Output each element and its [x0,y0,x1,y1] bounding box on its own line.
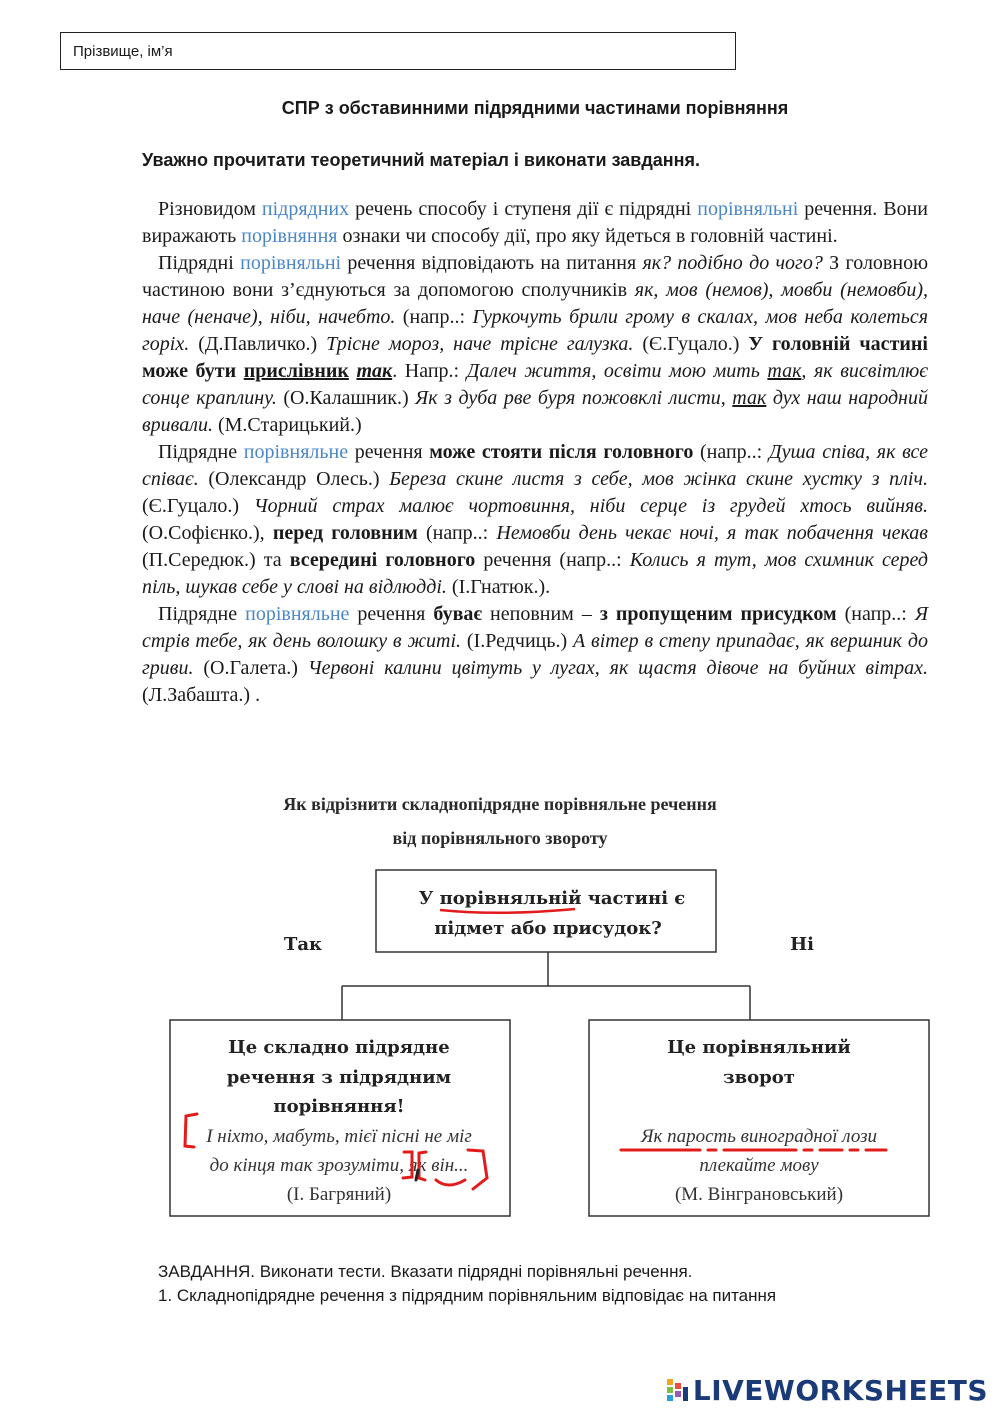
left-box-line-1: Це складно підрядне [228,1037,450,1058]
brand-logo[interactable] [667,1374,988,1407]
theory-paragraph-1: Різновидом підрядних речень способу і ступеня дії є підрядні порівняльні речення. Вони виражають порівняння ознаки чи способу дії, про яку йдеться в головній частині. [142,198,928,247]
left-example-source: (І. Багряний) [286,1184,392,1205]
left-box-line-3: порівняння! [273,1096,405,1117]
right-box-line-1: Це порівняльний [667,1037,851,1058]
theory-paragraph-4: Підрядне порівняльне речення буває неповним – з пропущеним присудком (напр..: Я стрів тебе, як день волошку в житі. (І.Редчиць.) А вітер в степу припадає, як вершник до гриви. (О.Галета.) Червоні калини цвітуть у лугах, як щастя дівоче на буйних вітрах. (Л.Забашта.) . [142,603,928,706]
task-block [158,1260,776,1308]
diagram-subheading: від порівняльного звороту [392,828,608,848]
right-example-line-1: Як парость виноградної лози [640,1126,878,1147]
right-example-source: (М. Вінграновський) [674,1184,844,1205]
yes-label: Так [283,934,323,955]
no-label: Ні [790,934,814,955]
question-line-1: У порівняльній частині є [418,888,686,909]
theory-paragraph-2: Підрядні порівняльні речення відповідають на питання як? подібно до чого? З головною частиною вони з’єднуються за допомогою сполучників як, мов (немов), мовби (немовби), наче (неначе), ніби, начебто. (напр..: Гуркочуть брили грому в скалах, мов неба колеться горіх. (Д.Павличко.) Трісне мороз, наче трісне галузка. (Є.Гуцало.) У головній частині може бути прислівник так. Напр.: Далеч життя, освіти мою мить так, як висвітлює сонце краплину. (О.Калашник.) Як з дуба рве буря пожовклі листи, так дух наш народний вривали. (М.Старицький.) [142,252,929,436]
left-example-line-1: І ніхто, мабуть, тієї пісні не міг [206,1126,472,1147]
name-label: Прізвище, ім’я [73,43,173,60]
diagram-connectors [342,952,750,1020]
right-box-line-2: зворот [723,1067,795,1088]
left-box-line-2: речення з підрядним [226,1067,452,1088]
instruction: Уважно прочитати теоретичний матеріал і виконати завдання. [142,150,701,170]
brand-blocks-icon [667,1379,689,1403]
question-1: 1. Складнопідрядне речення з підрядним порівняльним відповідає на питання [158,1286,777,1305]
theory-paragraph-3: Підрядне порівняльне речення може стояти після головного (напр..: Душа співа, як все співає. (Олександр Олесь.) Береза скине листя з себе, мов жінка скине хустку з пліч. (Є.Гуцало.) Чорний страх малює чортовиння, ніби серце із грудей хтось вийняв. (О.Софієнко.), перед головним (напр..: Немовби день чекає ночі, я так побачення чекав (П.Середюк.) та всередині головного речення (напр..: Колись я тут, мов схимник серед піль, шукав себе у слові на відлюдді. (І.Гнатюк.). [142,441,929,598]
brand-name: LIVEWORKSHEETS [692,1374,988,1407]
page-title: СПР з обставинними підрядними частинами порівняння [281,98,789,118]
left-example-line-2: до кінця так зрозуміти, як він... [209,1155,469,1176]
right-example-line-2: плекайте мову [699,1155,819,1176]
diagram-heading: Як відрізнити складнопідрядне порівняльне речення [283,794,717,814]
task-heading: ЗАВДАННЯ. Виконати тести. Вказати підрядні порівняльні речення. [158,1262,693,1281]
question-line-2: підмет або присудок? [434,918,662,939]
